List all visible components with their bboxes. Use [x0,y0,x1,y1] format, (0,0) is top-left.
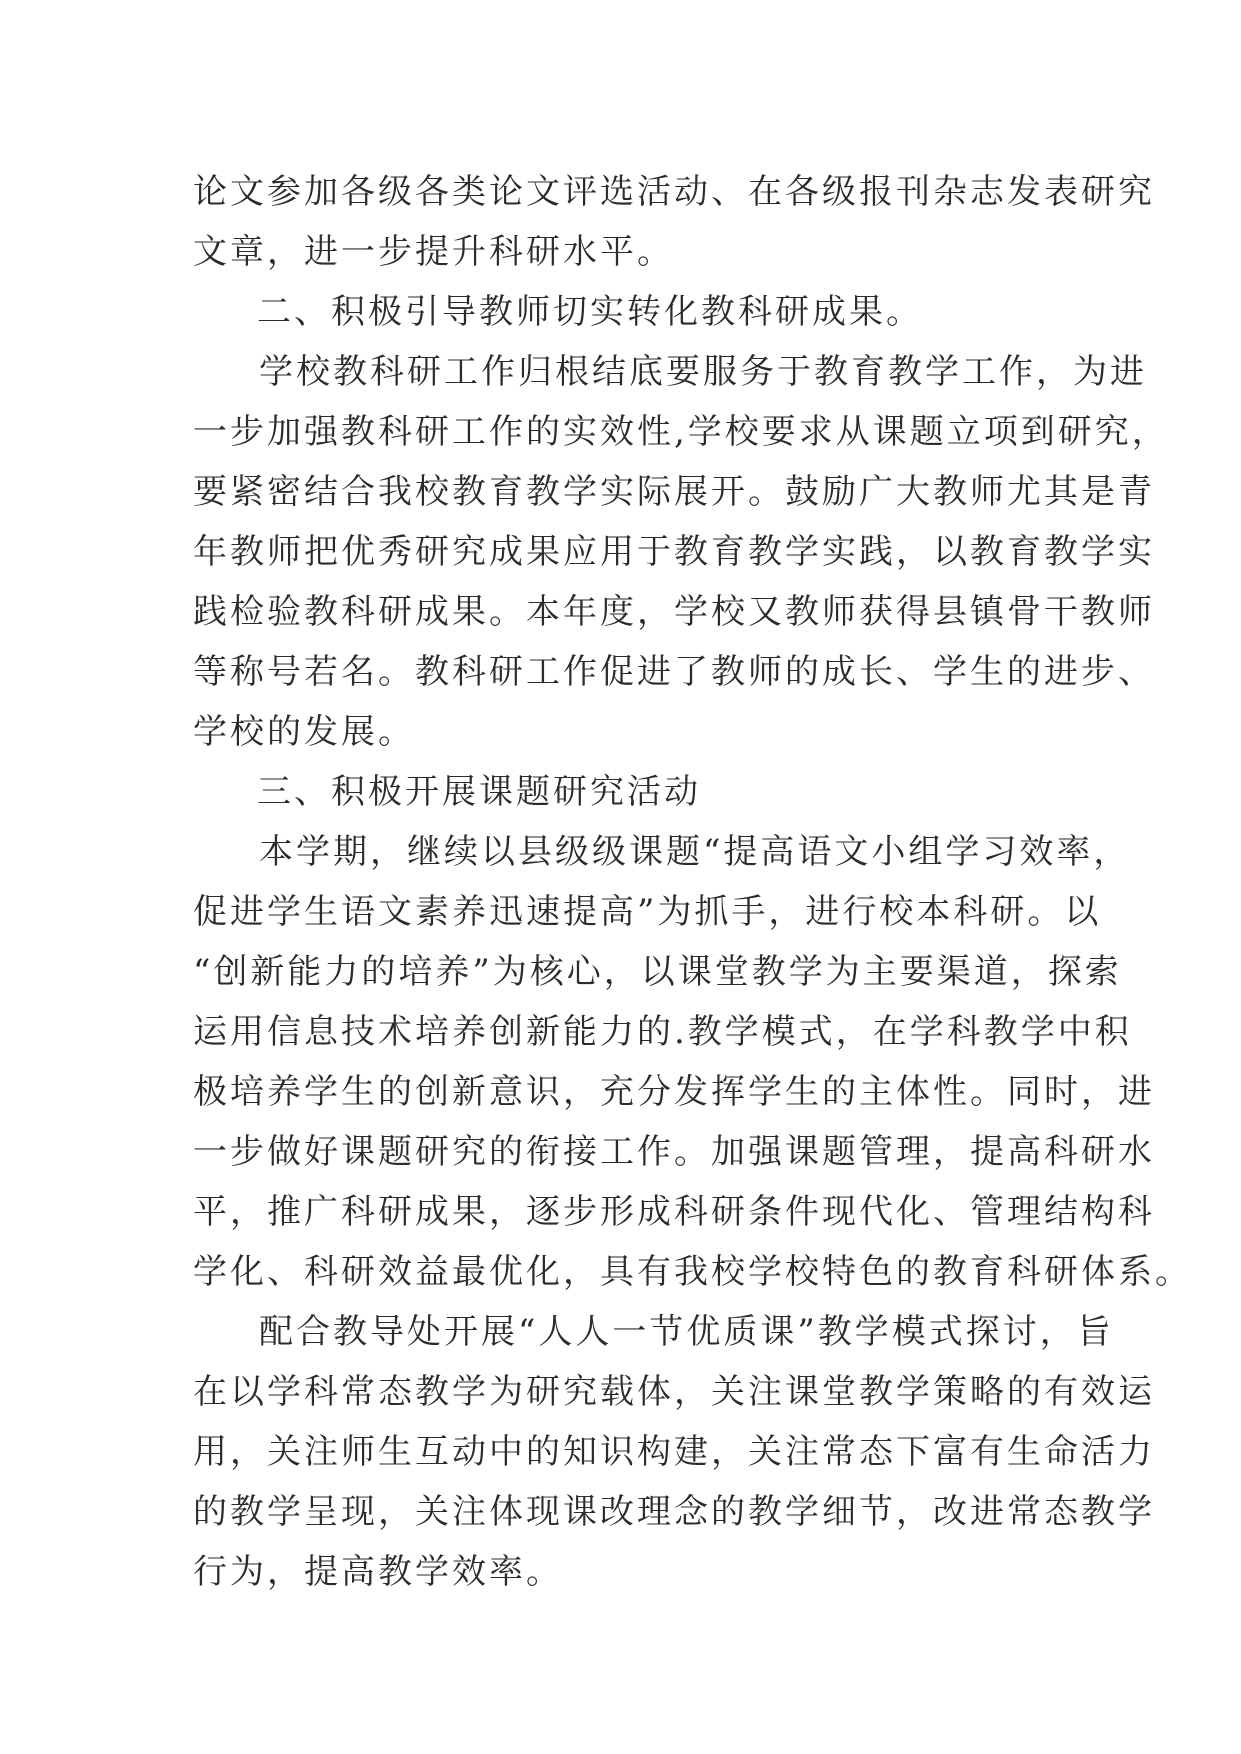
text-line: 一步加强教科研工作的实效性,学校要求从课题立项到研究， [193,412,1169,452]
text-line: 本学期，继续以县级级课题“提高语文小组学习效率， [259,832,1131,872]
text-line: 论文参加各级各类论文评选活动、在各级报刊杂志发表研究 [193,172,1155,212]
text-line: 的教学呈现，关注体现课改理念的教学细节，改进常态教学 [193,1492,1155,1532]
document-body [193,162,1192,1602]
text-line: 用，关注师生互动中的知识构建，关注常态下富有生命活力 [193,1432,1155,1472]
text-line: 极培养学生的创新意识，充分发挥学生的主体性。同时，进 [193,1072,1155,1112]
text-line: 年教师把优秀研究成果应用于教育教学实践，以教育教学实 [193,532,1155,572]
text-line: 促进学生语文素养迅速提高”为抓手，进行校本科研。以 [193,892,1102,932]
text-line: 要紧密结合我校教育教学实际展开。鼓励广大教师尤其是青 [193,472,1155,512]
text-line: 践检验教科研成果。本年度，学校又教师获得县镇骨干教师 [193,592,1155,632]
text-line: 运用信息技术培养创新能力的.教学模式，在学科教学中积 [193,1012,1132,1052]
text-line: 学校教科研工作归根结底要服务于教育教学工作，为进 [259,352,1147,392]
text-line: 配合教导处开展“人人一节优质课”教学模式探讨，旨 [259,1312,1114,1352]
text-line: 在以学科常态教学为研究载体，关注课堂教学策略的有效运 [193,1372,1155,1412]
text-line: 文章，进一步提升科研水平。 [193,232,674,272]
text-line: 一步做好课题研究的衔接工作。加强课题管理，提高科研水 [193,1132,1155,1172]
text-line: 平，推广科研成果，逐步形成科研条件现代化、管理结构科 [193,1192,1155,1232]
section-heading: 二、积极引导教师切实转化教科研成果。 [257,292,923,332]
text-line: 行为，提高教学效率。 [193,1552,563,1592]
text-line: 等称号若名。教科研工作促进了教师的成长、学生的进步、 [193,652,1155,692]
section-heading: 三、积极开展课题研究活动 [257,772,701,812]
text-line: 学校的发展。 [193,712,415,752]
text-line: 学化、科研效益最优化，具有我校学校特色的教育科研体系。 [193,1252,1192,1292]
text-line: “创新能力的培养”为核心，以课堂教学为主要渠道，探索 [193,952,1122,992]
